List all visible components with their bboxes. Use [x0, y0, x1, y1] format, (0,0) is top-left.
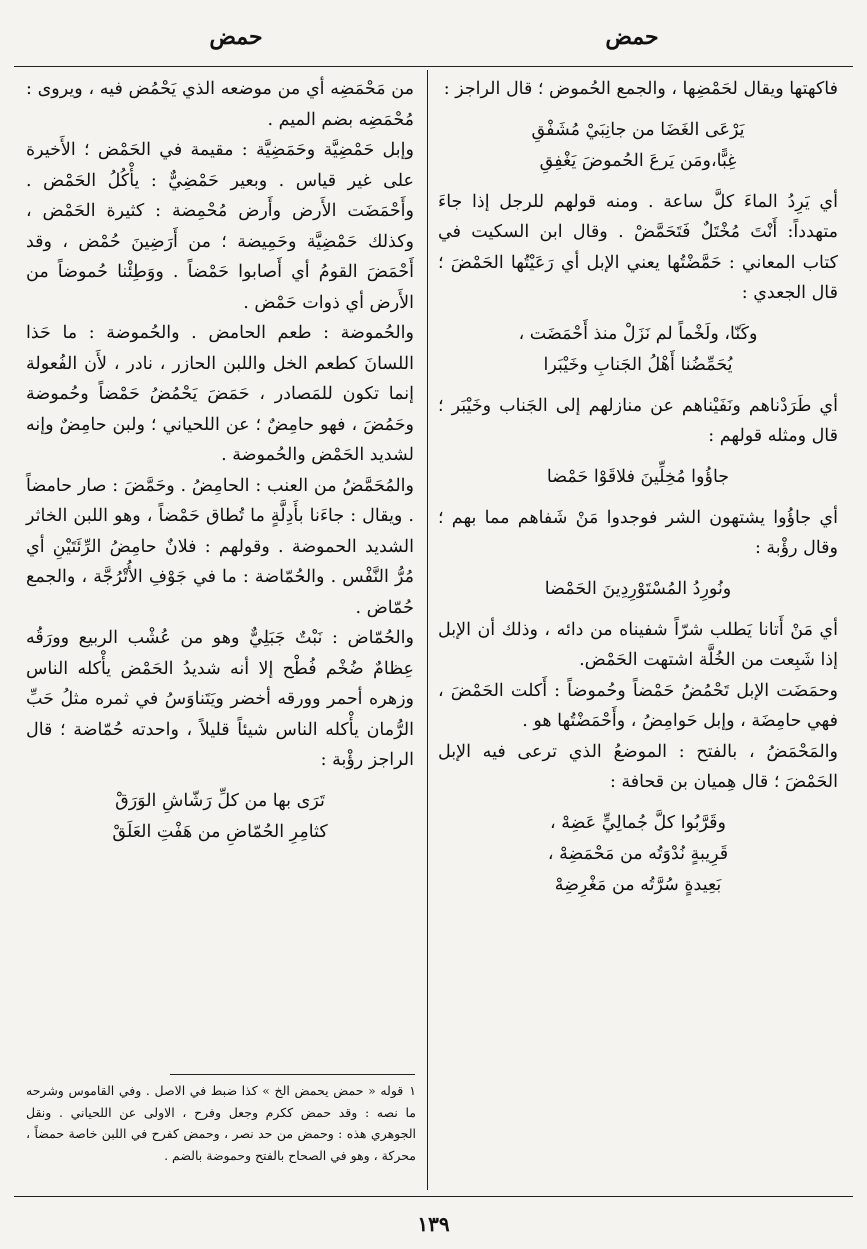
paragraph: وحمَضَت الإبل تَحْمُضُ حَمْضاً وحُموضاً : أَكلت الحَمْضَ ، فهي حامِضَة ، وإبل حَوامِضُ ، وأَحْمَضْتُها هو . [438, 680, 838, 731]
header-word-right: حمض [605, 24, 659, 50]
footnote-number: ١ [409, 1083, 416, 1098]
verse-line: يَرْعَى الغَضَا من جانِبَيْ مُشَفْقِ [531, 119, 745, 140]
paragraph: فاكهتها ويقال لحَمْضِها ، والجمع الحُموض ؛ قال الراجز : [443, 79, 838, 99]
header-rule [14, 66, 853, 67]
verse [438, 574, 838, 605]
footnote-rule [170, 1074, 415, 1075]
page-number: ١٣٩ [417, 1212, 450, 1236]
verse-line: جاؤُوا مُخِلِّينَ فلاقَوْا حَمْضا [546, 466, 730, 487]
header-word-left: حمض [209, 24, 263, 50]
verse [438, 462, 838, 493]
paragraph: وإبل حَمْضِيَّة وحَمَضِيَّة : مقيمة في الحَمْض ؛ الأَخيرة على غير قياس . وبعير حَمْضِيٌّ : يأْكُلُ الحَمْض . وأَحْمَضَت الأَرض وأَرض مُحْمِضة : كثيرة الحَمْض ، وكذلك حَمْضِيَّة وحَمِيضة ؛ من أَرَضِينَ حُمْض ، وقد أَحْمَضَ القومُ أي أَصابوا حَمْضاً . ووَطِئْنا حُموضاً من الأَرض أي ذوات حَمْض . [26, 140, 414, 313]
paragraph: من مَحْمَضِه أي من موضعه الذي يَحْمُض فيه ، ويروى : مُحْمَضِه بضم الميم . [26, 79, 414, 130]
left-column [26, 74, 414, 858]
paragraph: والمَحْمَضُ ، بالفتح : الموضعُ الذي ترعى فيه الإبل الحَمْضَ ؛ قال هِميان بن قحافة : [438, 741, 838, 792]
verse-line: وكَنّا، ولَخْماً لم نَزَلْ منذ أَحْمَضَت ، [518, 323, 758, 344]
paragraph: أي جاؤُوا يشتهون الشر فوجدوا مَنْ شَفاهم مما بهم ؛ وقال رؤْبة : [438, 507, 838, 558]
paragraph: أي مَنْ أَتانا يَطلب شرّاً شفيناه من دائه ، وذلك أن الإبل إذا شَبِعت من الخُلَّة اشتهت الحَمْض. [438, 619, 838, 670]
verse [438, 115, 838, 177]
verse-line: يُحَمِّضُنا أَهْلُ الجَنابِ وخَيْبَرا [543, 354, 733, 375]
verse-line: بَعِيدةٍ سُرَّتُه من مَغْرِضِهْ [554, 874, 722, 895]
right-column [438, 74, 838, 911]
column-divider [427, 70, 428, 1190]
verse-line: ونُورِدُ المُسْتَوْرِدِينَ الحَمْضا [544, 578, 732, 599]
verse-line: وقَرَّبُوا كلَّ جُمالِيٍّ عَضِهْ ، [550, 812, 726, 833]
verse [26, 786, 414, 848]
verse [438, 319, 838, 381]
footnote [26, 1080, 416, 1166]
verse-line: غِبًّا،ومَن يَرعَ الحُموضَ يَغْفِقِ [539, 150, 737, 171]
paragraph: والمُحَمَّضُ من العنب : الحامِضُ . وحَمَّضَ : صار حامضاً . ويقال : جاءَنا بأَدِلَّةٍ ما تُطاق حَمْضاً ، وهو اللبن الخاثر الشديد الحموضة . وقولهم : فلانٌ حامِضُ الرِّئَتَيْنِ أي مُرُّ النَّفْس . والحُمّاضة : ما في جَوْفِ الأُتْرُجَّة ، والجمع حُمّاض . [26, 475, 414, 618]
verse-line: تَرَى بها من كلِّ رَشّاشِ الوَرَقْ [115, 790, 325, 811]
verse-line: قَرِيبةٍ نُدْوَتُه من مَحْمَضِهْ ، [547, 843, 729, 864]
verse [438, 808, 838, 901]
paragraph: أي يَرِدُ الماءَ كلَّ ساعة . ومنه قولهم للرجل إذا جاءَ متهدداً: أَنْتَ مُخْتَلٌ فَتَحَمَّضْ . وقال ابن السكيت في كتاب المعاني : حَمَّضْتُها يعني الإبل أي رَعَيْتُها الحَمْضَ ؛ قال الجعدي : [438, 191, 838, 303]
footer-rule [14, 1196, 853, 1197]
footnote-text: قوله « حمض يحمض الخ » كذا ضبط في الاصل . وفي القاموس وشرحه ما نصه : وقد حمض ككرم وجعل وفرح ، الاولى عن اللحياني . ونقل الجوهري هذه : وحمض من حد نصر ، وحمض كفرح في اللبن خاصة حمضاً ، محركة ، وهو في الصحاح بالفتح وحموضة بالضم . [26, 1083, 416, 1163]
paragraph: أي طَرَدْناهم ونَفَيْناهم عن منازلهم إلى الجَناب وخَيْبَر ؛ قال ومثله قولهم : [438, 395, 838, 446]
paragraph: والحُمّاض : نَبْتٌ جَبَلِيٌّ وهو من عُشْب الربيع وورَقُه عِظامٌ ضُخْم فُطْح إلا أنه شديدُ الحَمْض يأْكله الناس وزهره أحمر وورقه أخضر ويَتَناوَسُ في ثمره مثلُ حَبِّ الرُّمان يأْكله الناس شيئاً قليلاً ، واحدته حُمّاضة ؛ قال الراجز رؤْبة : [26, 628, 414, 770]
verse-line: كثامِرِ الحُمّاضِ من هَفْتِ العَلَقْ [112, 821, 328, 842]
paragraph: والحُموضة : طعم الحامض . والحُموضة : ما حَذا اللسانَ كطعم الخل واللبن الحازر ، نادر ، لأَن الفُعولة إنما تكون للمَصادر ، حَمَضَ يَحْمُضُ حَمْضاً وحُموضة وحَمُضَ ، فهو حامِضٌ ؛ عن اللحياني ؛ ولبن حامِضٌ وإنه لشديد الحَمْض والحُموضة . [26, 323, 414, 465]
